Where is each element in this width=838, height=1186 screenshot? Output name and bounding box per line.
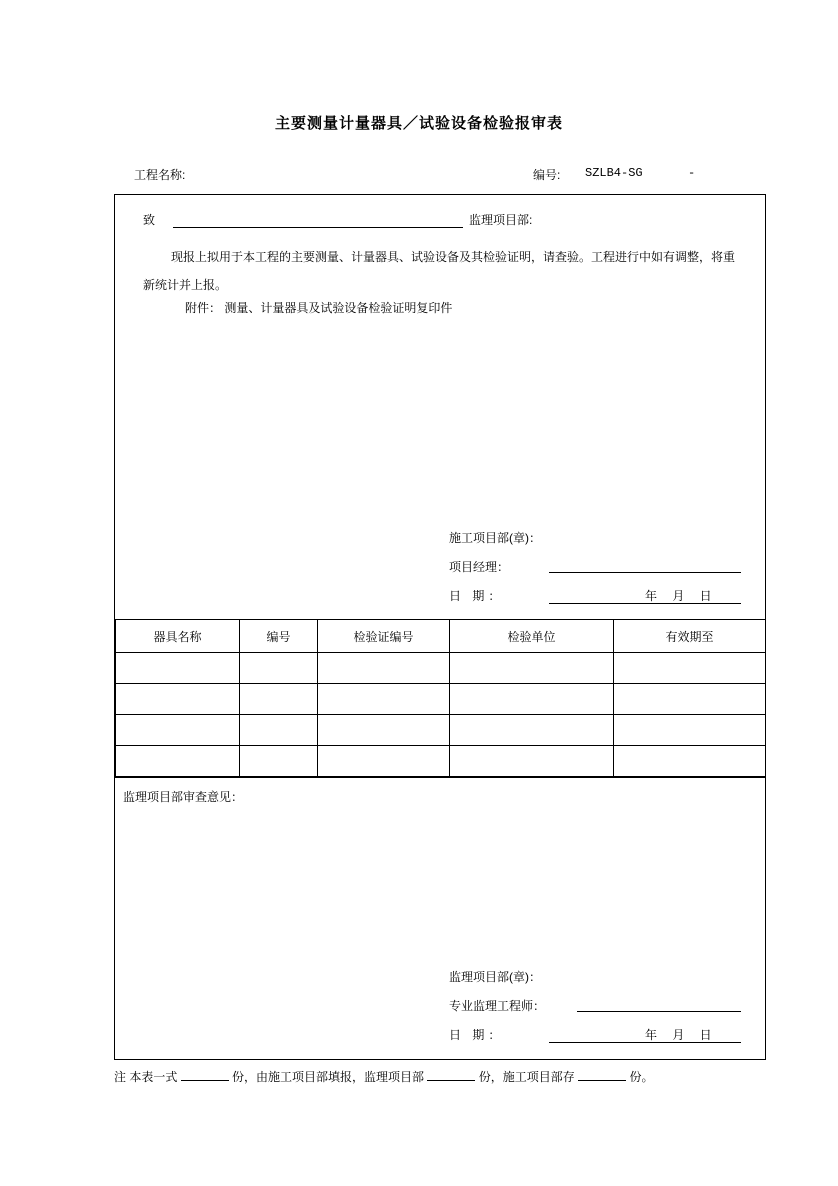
equipment-table: [115, 619, 766, 777]
page-title: 主要测量计量器具／试验设备检验报审表: [274, 115, 563, 132]
supervisor-engineer-line: [449, 997, 739, 1026]
note-prefix: 注 本表一式: [114, 1070, 178, 1084]
column-header-valid-until: 有效期至: [614, 620, 766, 653]
supervisor-seal-label: 监理项目部(章)：: [449, 970, 541, 984]
supervisor-engineer-blank[interactable]: [577, 1011, 741, 1012]
contractor-date-line: [449, 587, 739, 613]
supervisor-date-label: 日 期：: [449, 1028, 505, 1042]
attachment-paragraph: 附件： 测量、计量器具及试验设备检验证明复印件: [185, 301, 453, 315]
note-blank-3[interactable]: [578, 1080, 626, 1081]
supervisor-seal-line: [449, 968, 739, 997]
cell-number[interactable]: [240, 653, 318, 684]
table-row[interactable]: [116, 653, 766, 684]
table-row[interactable]: [116, 684, 766, 715]
review-opinion-section: [115, 777, 765, 1059]
cell-valid-until[interactable]: [614, 653, 766, 684]
to-label: 致: [143, 213, 156, 227]
cell-cert-number[interactable]: [318, 715, 450, 746]
note-blank-1[interactable]: [181, 1080, 229, 1081]
project-manager-blank[interactable]: [549, 572, 741, 573]
cell-name[interactable]: [116, 684, 240, 715]
supervisor-date-line: [449, 1026, 739, 1052]
project-name-label: 工程名称:: [134, 168, 186, 182]
form-number-label: 编号:: [533, 168, 561, 182]
note-suffix: 份。: [629, 1070, 654, 1084]
note-mid-1: 份，由施工项目部填报，监理项目部: [232, 1070, 425, 1084]
review-opinion-label: 监理项目部审查意见：: [123, 790, 244, 804]
supervisor-engineer-label: 专业监理工程师：: [449, 999, 546, 1013]
cell-valid-until[interactable]: [614, 684, 766, 715]
table-header-row: [116, 620, 766, 653]
form-number-suffix: -: [688, 166, 696, 180]
column-header-number: 编号: [240, 620, 318, 653]
header-row: [118, 166, 766, 186]
contractor-date-ymd: 年 月 日: [645, 589, 718, 603]
cell-inspect-unit[interactable]: [450, 653, 614, 684]
contractor-signature-block: [449, 529, 739, 613]
footer-note: [114, 1068, 766, 1085]
cell-name[interactable]: [116, 653, 240, 684]
cell-number[interactable]: [240, 715, 318, 746]
addressee-line: [143, 211, 532, 228]
cell-inspect-unit[interactable]: [450, 746, 614, 777]
column-header-name: 器具名称: [116, 620, 240, 653]
cell-number[interactable]: [240, 746, 318, 777]
column-header-inspect-unit: 检验单位: [450, 620, 614, 653]
supervisor-signature-block: [449, 968, 739, 1052]
contractor-seal-line: [449, 529, 739, 558]
table-row[interactable]: [116, 715, 766, 746]
form-number-value: SZLB4-SG: [585, 166, 643, 180]
cell-cert-number[interactable]: [318, 746, 450, 777]
supervisor-date-ymd: 年 月 日: [645, 1028, 718, 1042]
project-manager-line: [449, 558, 739, 587]
declaration-section: [115, 195, 765, 619]
table-row[interactable]: [116, 746, 766, 777]
cell-valid-until[interactable]: [614, 715, 766, 746]
cell-inspect-unit[interactable]: [450, 715, 614, 746]
note-blank-2[interactable]: [427, 1080, 475, 1081]
contractor-date-label: 日 期：: [449, 589, 505, 603]
form-frame: [114, 194, 766, 1060]
cell-inspect-unit[interactable]: [450, 684, 614, 715]
note-mid-2: 份，施工项目部存: [478, 1070, 575, 1084]
cell-cert-number[interactable]: [318, 653, 450, 684]
column-header-cert-number: 检验证编号: [318, 620, 450, 653]
supervisor-label: 监理项目部:: [469, 213, 533, 227]
cell-number[interactable]: [240, 684, 318, 715]
project-manager-label: 项目经理：: [449, 560, 510, 574]
cell-name[interactable]: [116, 715, 240, 746]
cell-cert-number[interactable]: [318, 684, 450, 715]
cell-valid-until[interactable]: [614, 746, 766, 777]
cell-name[interactable]: [116, 746, 240, 777]
declaration-paragraph: 现报上拟用于本工程的主要测量、计量器具、试验设备及其检验证明，请查验。工程进行中如有调整，将重新统计并上报。: [143, 250, 736, 292]
contractor-seal-label: 施工项目部(章)：: [449, 531, 541, 545]
addressee-blank[interactable]: [173, 213, 463, 228]
